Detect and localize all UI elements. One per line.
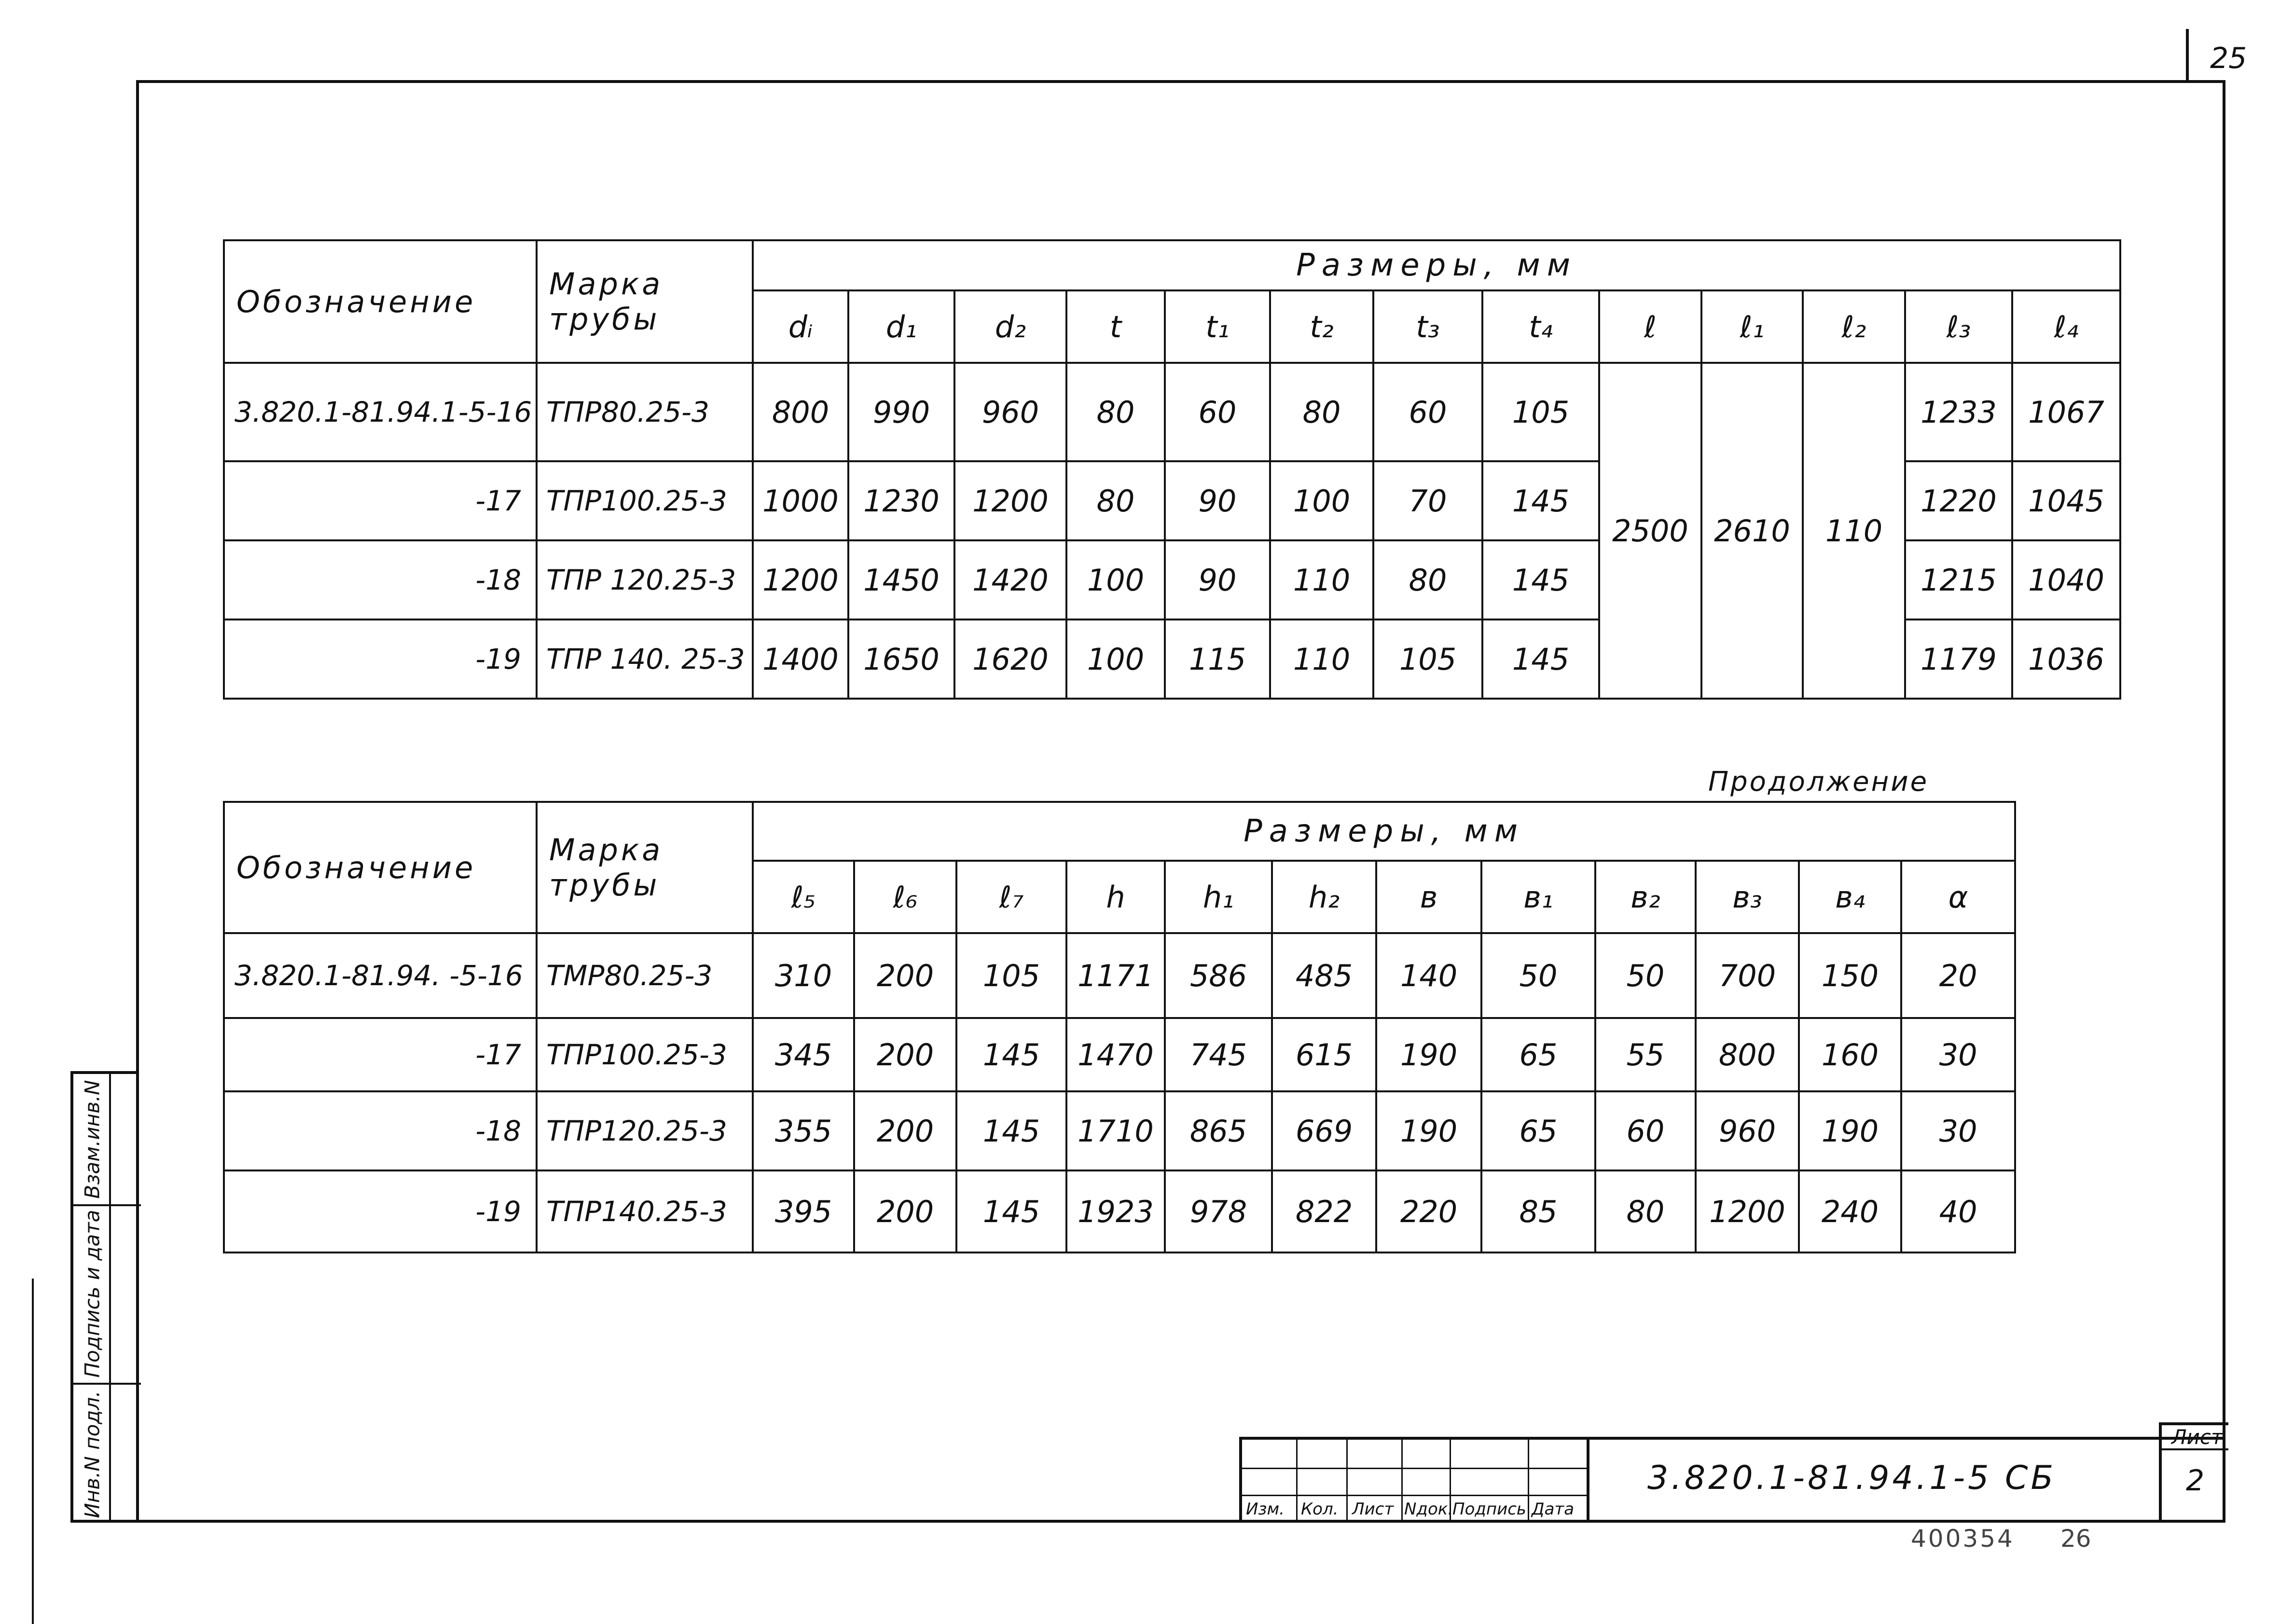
cell: 80	[1373, 540, 1482, 619]
cell: 100	[1066, 619, 1165, 699]
cell: 586	[1165, 933, 1272, 1018]
cell: 1000	[753, 461, 848, 540]
col-header: в₄	[1799, 861, 1901, 933]
cell: 800	[1696, 1018, 1799, 1091]
stamp-label-ndok: Nдок.	[1404, 1500, 1453, 1519]
dimensions-table-1	[223, 239, 2121, 700]
row-marka: ТПР120.25-3	[537, 1091, 753, 1170]
title-block	[1239, 1425, 2225, 1523]
cell: 80	[1066, 461, 1165, 540]
cell: 745	[1165, 1018, 1272, 1091]
cell: 105	[1373, 619, 1482, 699]
cell: 1420	[954, 540, 1066, 619]
row-oboznachenie: 3.820.1-81.94.1-5-16	[224, 363, 537, 461]
continuation-label: Продолжение	[1708, 766, 1929, 798]
cell: 190	[1376, 1091, 1481, 1170]
cell: 700	[1696, 933, 1799, 1018]
cell: 615	[1272, 1018, 1376, 1091]
col-header: в	[1376, 861, 1481, 933]
cell: 1040	[2012, 540, 2120, 619]
inventory-extra: 26	[2060, 1525, 2091, 1553]
row-marka: ТПР80.25-3	[537, 363, 753, 461]
col-header: ℓ₇	[956, 861, 1066, 933]
cell: 145	[956, 1170, 1066, 1252]
row-oboznachenie: -19	[224, 619, 537, 699]
col-header: ℓ₃	[1905, 290, 2012, 363]
stamp-label-izm: Изм.	[1246, 1500, 1285, 1519]
cell: 150	[1799, 933, 1901, 1018]
binding-margin-line	[32, 1279, 34, 1624]
grid-line	[1346, 1440, 1348, 1523]
row-oboznachenie: -18	[224, 540, 537, 619]
cell: 355	[753, 1091, 854, 1170]
cell: 65	[1481, 1018, 1595, 1091]
col-header: ℓ₁	[1701, 290, 1803, 363]
cell: 100	[1066, 540, 1165, 619]
cell: 160	[1799, 1018, 1901, 1091]
cell: 60	[1595, 1091, 1696, 1170]
stamp-label-list: Лист	[1352, 1500, 1394, 1519]
stamp-label-data: Дата	[1532, 1500, 1575, 1519]
header-marka: Марка трубы	[537, 240, 753, 363]
header-oboznachenie: Обозначение	[224, 240, 537, 363]
cell: 1179	[1905, 619, 2012, 699]
grid-line	[1296, 1440, 1298, 1523]
cell: 200	[854, 1091, 956, 1170]
cell: 190	[1376, 1018, 1481, 1091]
cell: 85	[1481, 1170, 1595, 1252]
cell: 145	[1482, 461, 1599, 540]
header-marka: Марка трубы	[537, 802, 753, 933]
table-row	[224, 1018, 2015, 1091]
document-code: 3.820.1-81.94.1-5 СБ	[1647, 1459, 2057, 1497]
row-oboznachenie: -19	[224, 1170, 537, 1252]
cell: 140	[1376, 933, 1481, 1018]
cell: 30	[1901, 1018, 2015, 1091]
col-header: α	[1901, 861, 2015, 933]
cell: 200	[854, 1170, 956, 1252]
cell: 865	[1165, 1091, 1272, 1170]
grid-line	[1401, 1440, 1403, 1523]
col-header: в₁	[1481, 861, 1595, 933]
cell: 145	[1482, 540, 1599, 619]
col-header: d₂	[954, 290, 1066, 363]
dimensions-table-2	[223, 801, 2016, 1253]
cell: 90	[1165, 540, 1270, 619]
cell: 200	[854, 1018, 956, 1091]
cell: 960	[954, 363, 1066, 461]
cell: 1045	[2012, 461, 2120, 540]
cell: 1200	[1696, 1170, 1799, 1252]
table-row	[224, 363, 2120, 461]
cell: 80	[1595, 1170, 1696, 1252]
stamp-label-kol: Кол.	[1301, 1500, 1339, 1519]
cell: 65	[1481, 1091, 1595, 1170]
merged-cell-l1: 2610	[1701, 363, 1803, 699]
sheet-label: Лист	[2171, 1425, 2223, 1449]
cell: 220	[1376, 1170, 1481, 1252]
cell: 978	[1165, 1170, 1272, 1252]
col-header: ℓ₅	[753, 861, 854, 933]
cell: 115	[1165, 619, 1270, 699]
col-header: в₃	[1696, 861, 1799, 933]
cell: 1233	[1905, 363, 2012, 461]
cell: 395	[753, 1170, 854, 1252]
grid-line	[1242, 1468, 1587, 1469]
cell: 90	[1165, 461, 1270, 540]
row-marka: ТПР140.25-3	[537, 1170, 753, 1252]
col-header: ℓ₄	[2012, 290, 2120, 363]
header-razmery: Размеры, мм	[753, 240, 2120, 290]
cell: 960	[1696, 1091, 1799, 1170]
col-header: t₃	[1373, 290, 1482, 363]
header-oboznachenie: Обозначение	[224, 802, 537, 933]
cell: 145	[956, 1091, 1066, 1170]
col-header: h₂	[1272, 861, 1376, 933]
col-header: ℓ₆	[854, 861, 956, 933]
inventory-number: 400354	[1911, 1525, 2015, 1553]
sidebar-cell-podpis	[73, 1204, 111, 1383]
cell: 190	[1799, 1091, 1901, 1170]
row-oboznachenie: 3.820.1-81.94. -5-16	[224, 933, 537, 1018]
sidebar-inv-label: Инв.N подл.	[80, 1390, 104, 1518]
stamp-label-podpis: Подпись	[1452, 1500, 1526, 1519]
sidebar-cell-inv	[73, 1383, 111, 1526]
cell: 1215	[1905, 540, 2012, 619]
page-number-box	[2186, 29, 2280, 80]
cell: 200	[854, 933, 956, 1018]
cell: 822	[1272, 1170, 1376, 1252]
cell: 105	[956, 933, 1066, 1018]
cell: 1923	[1066, 1170, 1165, 1252]
cell: 40	[1901, 1170, 2015, 1252]
col-header: t₄	[1482, 290, 1599, 363]
cell: 669	[1272, 1091, 1376, 1170]
cell: 1200	[753, 540, 848, 619]
sidebar-vzam-label: Взам.инв.N	[80, 1079, 104, 1199]
col-header: ℓ₂	[1803, 290, 1905, 363]
cell: 70	[1373, 461, 1482, 540]
table-row	[224, 933, 2015, 1018]
sidebar-stamp	[70, 1071, 138, 1523]
cell: 800	[753, 363, 848, 461]
page-number: 25	[2210, 41, 2247, 75]
sidebar-podpis-label: Подпись и дата	[80, 1210, 104, 1377]
cell: 145	[956, 1018, 1066, 1091]
merged-cell-l2: 110	[1803, 363, 1905, 699]
cell: 50	[1481, 933, 1595, 1018]
cell: 1620	[954, 619, 1066, 699]
sidebar-cell-vzam	[73, 1074, 111, 1204]
header-razmery: Размеры, мм	[753, 802, 2015, 861]
col-header: h₁	[1165, 861, 1272, 933]
cell: 60	[1373, 363, 1482, 461]
row-oboznachenie: -17	[224, 461, 537, 540]
col-header: dᵢ	[753, 290, 848, 363]
table-row	[224, 1170, 2015, 1252]
row-marka: ТПР 140. 25-3	[537, 619, 753, 699]
sheet-number: 2	[2186, 1464, 2205, 1498]
col-header: t	[1066, 290, 1165, 363]
cell: 1067	[2012, 363, 2120, 461]
row-marka: ТПР 120.25-3	[537, 540, 753, 619]
sheet-box	[2159, 1422, 2228, 1523]
cell: 1200	[954, 461, 1066, 540]
cell: 100	[1270, 461, 1373, 540]
cell: 50	[1595, 933, 1696, 1018]
cell: 1171	[1066, 933, 1165, 1018]
row-oboznachenie: -18	[224, 1091, 537, 1170]
cell: 310	[753, 933, 854, 1018]
cell: 20	[1901, 933, 2015, 1018]
cell: 1400	[753, 619, 848, 699]
col-header: h	[1066, 861, 1165, 933]
cell: 1036	[2012, 619, 2120, 699]
col-header: d₁	[848, 290, 954, 363]
merged-cell-l: 2500	[1599, 363, 1701, 699]
cell: 1710	[1066, 1091, 1165, 1170]
row-oboznachenie: -17	[224, 1018, 537, 1091]
cell: 80	[1270, 363, 1373, 461]
row-marka: ТПР100.25-3	[537, 1018, 753, 1091]
grid-line	[1528, 1440, 1529, 1523]
col-header: t₁	[1165, 290, 1270, 363]
cell: 55	[1595, 1018, 1696, 1091]
cell: 1450	[848, 540, 954, 619]
col-header: ℓ	[1599, 290, 1701, 363]
cell: 1230	[848, 461, 954, 540]
row-marka: ТПР100.25-3	[537, 461, 753, 540]
cell: 1650	[848, 619, 954, 699]
table-row	[224, 1091, 2015, 1170]
cell: 145	[1482, 619, 1599, 699]
cell: 105	[1482, 363, 1599, 461]
grid-line	[1242, 1495, 1587, 1496]
cell: 485	[1272, 933, 1376, 1018]
cell: 240	[1799, 1170, 1901, 1252]
col-header: в₂	[1595, 861, 1696, 933]
cell: 1470	[1066, 1018, 1165, 1091]
row-marka: ТМР80.25-3	[537, 933, 753, 1018]
cell: 1220	[1905, 461, 2012, 540]
cell: 30	[1901, 1091, 2015, 1170]
cell: 80	[1066, 363, 1165, 461]
cell: 990	[848, 363, 954, 461]
col-header: t₂	[1270, 290, 1373, 363]
cell: 60	[1165, 363, 1270, 461]
cell: 110	[1270, 540, 1373, 619]
cell: 110	[1270, 619, 1373, 699]
revision-grid	[1242, 1440, 1589, 1523]
cell: 345	[753, 1018, 854, 1091]
